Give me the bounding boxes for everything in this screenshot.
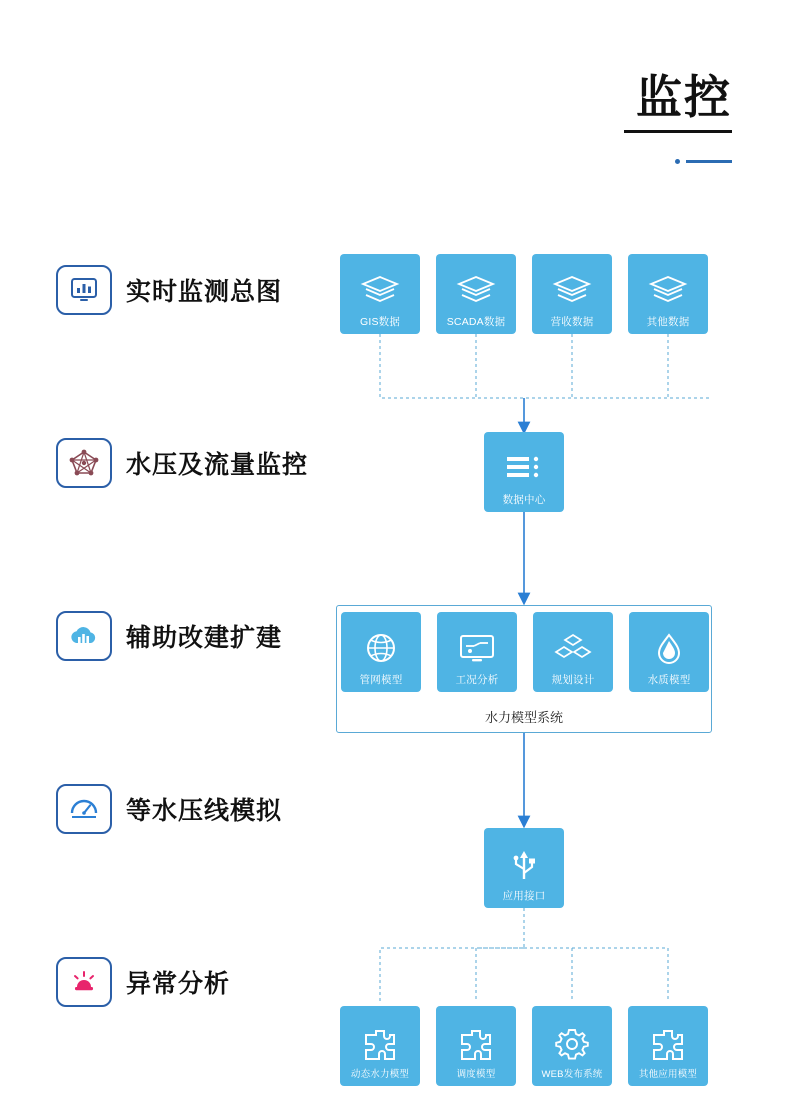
page-title: 监控 — [636, 71, 732, 123]
feature-label: 实时监测总图 — [126, 278, 283, 306]
node-label: 水质模型 — [647, 673, 691, 686]
layers-icon — [648, 266, 688, 317]
layers-icon — [552, 266, 592, 317]
node-label: WEB发布系统 — [541, 1068, 603, 1080]
feature-item-pressure-contour[interactable] — [56, 781, 356, 837]
node-label: 调度模型 — [456, 1068, 496, 1080]
node-label: 其他应用模型 — [638, 1068, 698, 1080]
node-other-application-model[interactable] — [628, 1006, 708, 1086]
node-condition-analysis[interactable] — [437, 612, 517, 692]
globe-grid-icon — [363, 624, 399, 675]
group-title: 水力模型系统 — [484, 710, 563, 725]
node-other-data[interactable] — [628, 254, 708, 334]
feature-label: 等水压线模拟 — [126, 797, 283, 825]
feature-list — [56, 262, 356, 1010]
puzzle-icon — [458, 1018, 494, 1070]
node-dynamic-hydraulic-model[interactable] — [340, 1006, 420, 1086]
header-accent-mark — [624, 159, 732, 164]
puzzle-icon — [650, 1018, 686, 1070]
cloud-bar-icon — [56, 611, 112, 661]
node-planning-design[interactable] — [533, 612, 613, 692]
node-label: 动态水力模型 — [350, 1068, 410, 1080]
feature-item-pressure-flow[interactable] — [56, 435, 356, 491]
node-label: 营收数据 — [550, 315, 594, 328]
node-scada-data[interactable] — [436, 254, 516, 334]
node-label: 其他数据 — [646, 315, 690, 328]
node-pipe-network-model[interactable] — [341, 612, 421, 692]
monitor-flow-icon — [457, 624, 497, 675]
node-label: SCADA数据 — [446, 315, 506, 328]
feature-label: 辅助改建扩建 — [126, 624, 283, 652]
node-label: GIS数据 — [359, 315, 401, 328]
node-web-publishing-system[interactable] — [532, 1006, 612, 1086]
cubes-icon — [554, 624, 592, 675]
usb-icon — [508, 840, 540, 891]
node-water-quality-model[interactable] — [629, 612, 709, 692]
accent-dash-icon — [686, 160, 732, 163]
gear-icon — [554, 1018, 590, 1070]
node-data-center[interactable] — [484, 432, 564, 512]
feature-item-realtime-monitor[interactable] — [56, 262, 356, 318]
node-label: 工况分析 — [455, 673, 499, 686]
hydraulic-model-system-group — [336, 605, 712, 733]
layers-icon — [360, 266, 400, 317]
feature-item-expansion-support[interactable] — [56, 608, 356, 664]
node-label: 规划设计 — [551, 673, 595, 686]
node-revenue-data[interactable] — [532, 254, 612, 334]
feature-item-anomaly-analysis[interactable] — [56, 954, 356, 1010]
page-header — [624, 71, 732, 164]
node-label: 数据中心 — [502, 493, 546, 506]
alarm-light-icon — [56, 957, 112, 1007]
feature-label: 异常分析 — [126, 970, 231, 998]
node-gis-data[interactable] — [340, 254, 420, 334]
network-graph-icon — [56, 438, 112, 488]
node-label: 管网模型 — [359, 673, 403, 686]
node-dispatch-model[interactable] — [436, 1006, 516, 1086]
layers-icon — [456, 266, 496, 317]
node-application-interface[interactable] — [484, 828, 564, 908]
architecture-flow-diagram — [336, 248, 736, 1088]
title-underline — [624, 130, 732, 133]
monitor-chart-icon — [56, 265, 112, 315]
node-label: 应用接口 — [502, 889, 546, 902]
feature-label: 水压及流量监控 — [126, 451, 309, 479]
accent-dot-icon — [675, 159, 680, 164]
gauge-icon — [56, 784, 112, 834]
puzzle-icon — [362, 1018, 398, 1070]
server-rack-icon — [503, 444, 545, 495]
water-drop-icon — [652, 624, 686, 675]
